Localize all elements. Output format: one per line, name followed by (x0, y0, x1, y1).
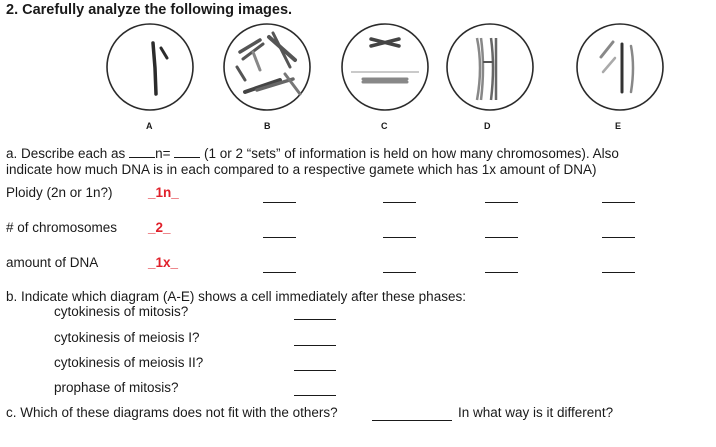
answer-line[interactable] (294, 395, 336, 396)
diagram-label-c: C (381, 121, 388, 131)
cell-a-diagram (107, 24, 193, 110)
part-c-question: c. Which of these diagrams does not fit with the others? (6, 405, 338, 420)
diagram-label-e: E (615, 121, 622, 131)
answer-line[interactable] (485, 272, 518, 273)
part-a-n-label: n= (155, 146, 171, 161)
row-chromosomes-example: _2_ (148, 220, 171, 235)
diagram-label-a: A (146, 121, 153, 131)
row-dna-example: _1x_ (148, 255, 179, 270)
answer-line[interactable] (294, 345, 336, 346)
answer-line[interactable] (485, 202, 518, 203)
cell-d-diagram (447, 24, 533, 110)
part-a-intro: a. Describe each as (6, 146, 126, 161)
row-ploidy-label: Ploidy (2n or 1n?) (6, 185, 113, 200)
row-ploidy-example: _1n_ (148, 185, 179, 200)
answer-line[interactable] (602, 272, 635, 273)
answer-line[interactable] (263, 202, 296, 203)
cell-e-diagram (577, 24, 663, 110)
answer-line[interactable] (294, 319, 336, 320)
answer-line[interactable] (383, 202, 416, 203)
part-c-followup: In what way is it different? (458, 405, 614, 420)
blank (129, 147, 155, 158)
cell-b-diagram (224, 24, 310, 110)
answer-line[interactable] (263, 237, 296, 238)
diagram-label-b: B (264, 121, 271, 131)
answer-line[interactable] (485, 237, 518, 238)
answer-line[interactable] (372, 420, 452, 421)
row-chromosomes-label: # of chromosomes (6, 220, 118, 235)
part-a-line2: indicate how much DNA is in each compared to a respective gamete which has 1x amount of DNA) (6, 162, 597, 177)
cell-c-diagram (342, 24, 428, 110)
row-dna-label: amount of DNA (6, 255, 99, 270)
part-b-item-4: prophase of mitosis? (54, 380, 179, 395)
answer-line[interactable] (602, 202, 635, 203)
question-title: 2. Carefully analyze the following images. (6, 2, 293, 18)
answer-line[interactable] (294, 370, 336, 371)
part-a-explanation: (1 or 2 “sets” of information is held on how many chromosomes). Also (204, 146, 619, 161)
part-b-item-1: cytokinesis of mitosis? (54, 304, 189, 319)
answer-line[interactable] (602, 237, 635, 238)
answer-line[interactable] (383, 272, 416, 273)
part-b-item-2: cytokinesis of meiosis I? (54, 330, 200, 345)
blank (174, 147, 200, 158)
answer-line[interactable] (383, 237, 416, 238)
answer-line[interactable] (263, 272, 296, 273)
diagram-label-d: D (484, 121, 491, 131)
part-a-line1 (6, 146, 619, 161)
part-b-prompt: b. Indicate which diagram (A-E) shows a cell immediately after these phases: (6, 289, 466, 304)
part-b-item-3: cytokinesis of meiosis II? (54, 355, 204, 370)
